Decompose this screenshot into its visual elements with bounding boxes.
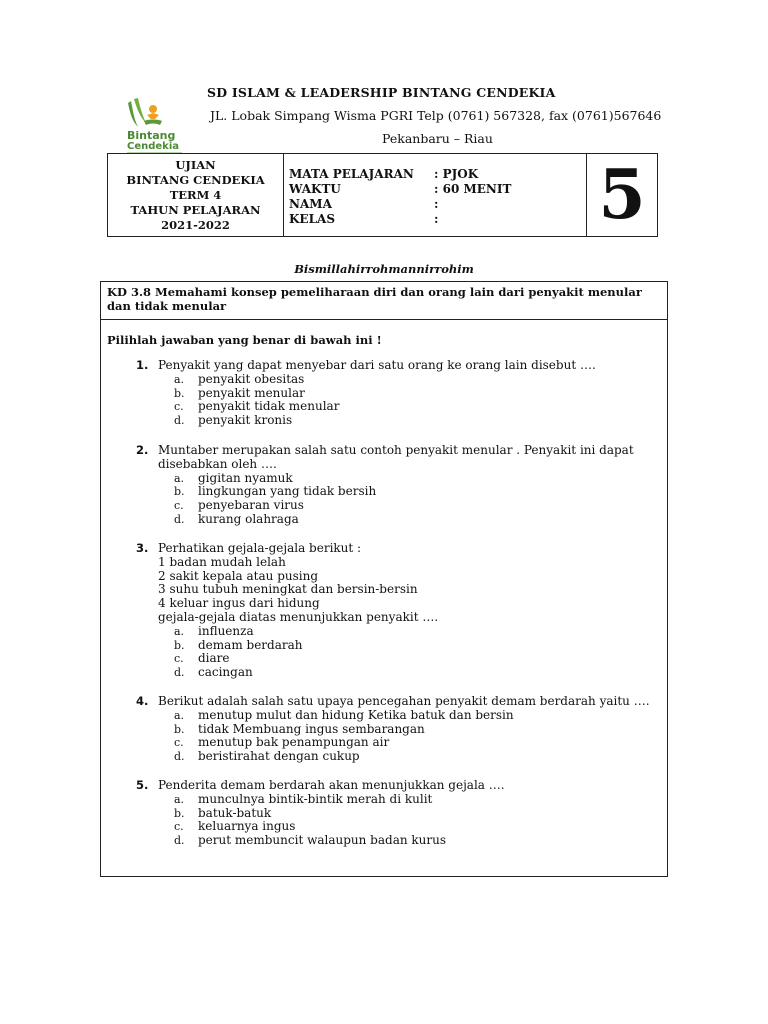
answer-option (158, 834, 659, 848)
option-text: penyakit tidak menular (198, 399, 340, 414)
question-number: 3. (136, 541, 149, 555)
answer-option (158, 513, 659, 527)
option-letter: d. (174, 750, 185, 764)
option-letter: b. (174, 722, 185, 736)
option-letter: c. (174, 499, 184, 513)
option-text: kurang olahraga (198, 511, 299, 526)
question-body (158, 779, 659, 848)
option-text: penyakit menular (198, 385, 305, 400)
option-text: menutup bak penampungan air (198, 735, 390, 750)
exam-title-line: TERM 4 (169, 187, 222, 202)
question-number: 2. (136, 443, 149, 457)
exam-field-label: KELAS (289, 212, 335, 226)
answer-option (158, 499, 659, 513)
exam-title-line: BINTANG CENDEKIA (126, 172, 265, 187)
svg-text:Bintang: Bintang (127, 129, 176, 142)
answer-option (158, 414, 659, 428)
answer-option (158, 807, 659, 821)
option-text: batuk-batuk (198, 805, 272, 820)
grade-number: 5 (598, 155, 646, 235)
option-text: munculnya bintik-bintik merah di kulit (198, 791, 433, 806)
exam-field-label: NAMA (289, 197, 332, 211)
exam-field-label: WAKTU (289, 182, 341, 196)
answer-option (158, 723, 659, 737)
option-text: influenza (198, 623, 254, 638)
question-text: Berikut adalah salah satu upaya pencegahan penyakit demam berdarah yaitu …. (158, 694, 650, 708)
option-letter: a. (174, 624, 185, 638)
answer-option (158, 793, 659, 807)
question-text: Penderita demam berdarah akan menunjukkan gejala …. (158, 778, 505, 792)
option-text: tidak Membuang ingus sembarangan (198, 721, 425, 736)
option-letter: b. (174, 386, 185, 400)
option-letter: d. (174, 414, 185, 428)
answer-option (158, 666, 659, 680)
exam-title-line: UJIAN (175, 157, 216, 172)
answer-option (158, 387, 659, 401)
answer-option (158, 736, 659, 750)
option-letter: a. (174, 471, 185, 485)
option-text: keluarnya ingus (198, 819, 296, 834)
option-letter: d. (174, 666, 185, 680)
school-city: Pekanbaru – Riau (382, 131, 493, 146)
answer-option (158, 373, 659, 387)
option-letter: b. (174, 638, 185, 652)
option-letter: b. (174, 485, 185, 499)
option-letter: c. (174, 400, 184, 414)
question-text: 2 sakit kepala atau pusing (158, 568, 319, 583)
question-text: Perhatikan gejala-gejala berikut : (158, 541, 362, 555)
school-address: JL. Lobak Simpang Wisma PGRI Telp (0761) 567328, fax (0761)567646 (210, 108, 662, 123)
question-number: 4. (136, 694, 149, 708)
exam-title-line: TAHUN PELAJARAN (130, 202, 261, 217)
exam-field-value: : PJOK (434, 167, 479, 181)
exam-field-row (289, 182, 586, 197)
answer-option (158, 400, 659, 414)
school-name: SD ISLAM & LEADERSHIP BINTANG CENDEKIA (207, 85, 556, 100)
option-text: demam berdarah (198, 637, 303, 652)
exam-title-line: 2021-2022 (161, 217, 230, 232)
bintang-cendekia-logo-icon (122, 97, 194, 155)
option-text: lingkungan yang tidak bersih (198, 484, 377, 499)
exam-fields-cell (284, 154, 587, 236)
exam-field-row (289, 197, 586, 212)
question-body (158, 695, 659, 764)
option-letter: c. (174, 736, 184, 750)
question-box (100, 281, 668, 877)
exam-field-row (289, 212, 586, 227)
option-letter: c. (174, 820, 184, 834)
question-number: 1. (136, 358, 149, 372)
question-body (158, 444, 659, 527)
school-logo (122, 97, 194, 155)
answer-option (158, 820, 659, 834)
exam-field-row (289, 167, 586, 182)
answer-option (158, 472, 659, 486)
option-text: cacingan (198, 665, 253, 680)
answer-option (158, 625, 659, 639)
question-text: disebabkan oleh …. (158, 456, 277, 471)
option-letter: d. (174, 512, 185, 526)
question-text: 3 suhu tubuh meningkat dan bersin-bersin (158, 582, 418, 597)
exam-title-cell (108, 154, 284, 236)
option-letter: a. (174, 708, 185, 722)
option-text: perut membuncit walaupun badan kurus (198, 833, 447, 848)
exam-field-label: MATA PELAJARAN (289, 167, 414, 181)
question-text: gejala-gejala diatas menunjukkan penyakit …. (158, 609, 439, 624)
question-text: Muntaber merupakan salah satu contoh penyakit menular . Penyakit ini dapat (158, 443, 634, 457)
exam-field-value: : (434, 197, 439, 211)
exam-info-table (107, 153, 658, 237)
answer-option (158, 485, 659, 499)
option-text: beristirahat dengan cukup (198, 749, 360, 764)
answer-option (158, 709, 659, 723)
option-letter: d. (174, 834, 185, 848)
answer-option (158, 750, 659, 764)
answer-option (158, 652, 659, 666)
option-letter: b. (174, 806, 185, 820)
option-text: menutup mulut dan hidung Ketika batuk dan bersin (198, 707, 514, 722)
instruction-text: Pilihlah jawaban yang benar di bawah ini ! (107, 333, 382, 347)
exam-field-value: : (434, 212, 439, 226)
option-text: gigitan nyamuk (198, 470, 293, 485)
answer-option (158, 639, 659, 653)
question-body (158, 359, 659, 428)
question-number: 5. (136, 778, 149, 792)
question-body (158, 542, 659, 680)
option-text: diare (198, 651, 230, 666)
option-letter: a. (174, 792, 185, 806)
option-letter: a. (174, 372, 185, 386)
svg-text:Cendekia: Cendekia (127, 141, 180, 152)
option-text: penyebaran virus (198, 498, 304, 513)
exam-field-value: : 60 MENIT (434, 182, 512, 196)
option-letter: c. (174, 652, 184, 666)
question-text: Penyakit yang dapat menyebar dari satu orang ke orang lain disebut …. (158, 358, 596, 372)
option-text: penyakit kronis (198, 413, 293, 428)
basmalah: Bismillahirrohmannirrohim (294, 262, 474, 276)
question-text: 1 badan mudah lelah (158, 554, 286, 569)
question-text: 4 keluar ingus dari hidung (158, 596, 320, 611)
competency-statement: KD 3.8 Memahami konsep pemeliharaan diri dan orang lain dari penyakit menular dan tidak menular (101, 282, 667, 320)
option-text: penyakit obesitas (198, 371, 305, 386)
